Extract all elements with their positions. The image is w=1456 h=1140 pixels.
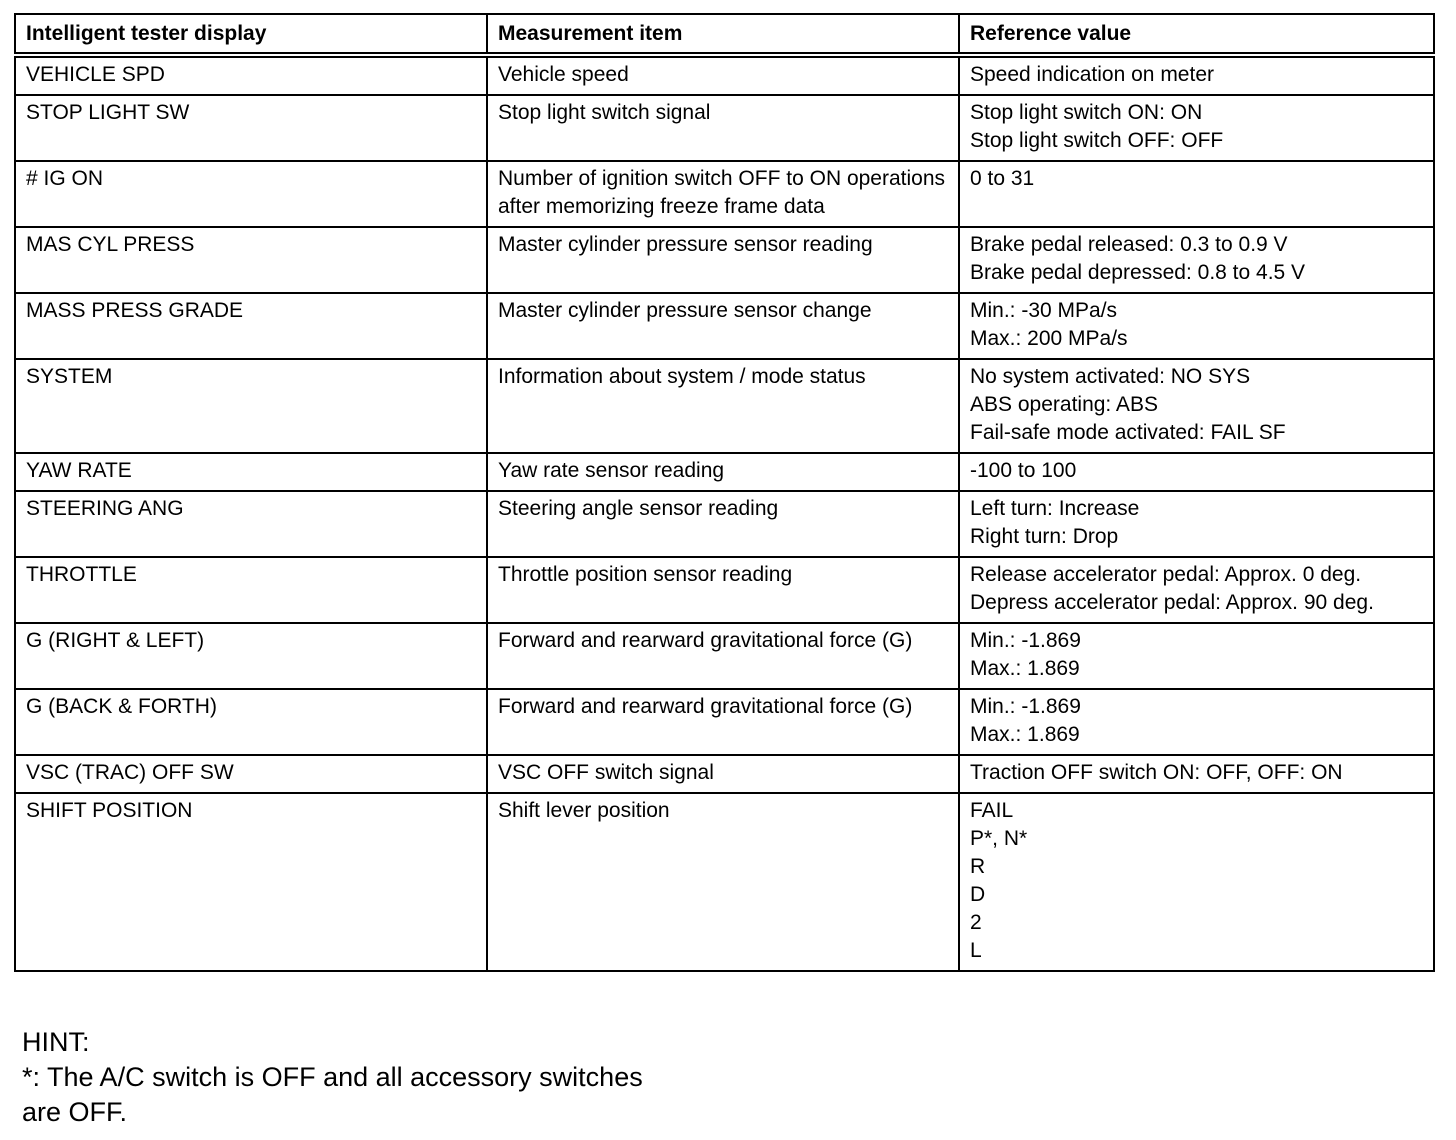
hint-note [22,1025,722,1130]
reference-line: Min.: -1.869 [970,695,1081,718]
reference-line: Max.: 200 MPa/s [970,327,1128,350]
cell-measurement-item: Forward and rearward gravitational force (G) [487,689,959,755]
reference-line: Depress accelerator pedal: Approx. 90 deg. [970,591,1374,614]
reference-line: Stop light switch OFF: OFF [970,129,1224,152]
cell-measurement-item: Yaw rate sensor reading [487,453,959,491]
hint-title: HINT: [22,1027,90,1057]
cell-reference-value [959,95,1434,161]
table-row [15,359,1434,453]
reference-line: Stop light switch ON: ON [970,101,1203,124]
reference-line: Fail-safe mode activated: FAIL SF [970,421,1286,444]
header-measurement-item: Measurement item [487,14,959,55]
table-row [15,755,1434,793]
cell-measurement-item: Stop light switch signal [487,95,959,161]
cell-tester-display: # IG ON [15,161,487,227]
table-row [15,557,1434,623]
cell-measurement-item: Shift lever position [487,793,959,971]
cell-reference-value [959,293,1434,359]
header-reference-value: Reference value [959,14,1434,55]
reference-line: D [970,883,986,906]
reference-line: Release accelerator pedal: Approx. 0 deg. [970,563,1362,586]
reference-line: P*, N* [970,827,1028,850]
reference-line: 0 to 31 [970,167,1035,190]
cell-measurement-item: Forward and rearward gravitational force (G) [487,623,959,689]
cell-tester-display: STOP LIGHT SW [15,95,487,161]
cell-reference-value [959,557,1434,623]
table-row [15,161,1434,227]
table-row [15,689,1434,755]
cell-reference-value [959,491,1434,557]
data-list-table-container [14,13,1433,972]
hint-line: *: The A/C switch is OFF and all accessory switches [22,1062,643,1092]
reference-line: Brake pedal released: 0.3 to 0.9 V [970,233,1288,256]
reference-line: -100 to 100 [970,459,1077,482]
table-header [15,14,1434,55]
cell-reference-value [959,623,1434,689]
reference-line: ABS operating: ABS [970,393,1158,416]
cell-tester-display: YAW RATE [15,453,487,491]
data-list-table [14,13,1435,972]
reference-line: Min.: -30 MPa/s [970,299,1118,322]
cell-tester-display: THROTTLE [15,557,487,623]
cell-reference-value [959,359,1434,453]
table-row [15,453,1434,491]
cell-measurement-item: Vehicle speed [487,55,959,95]
cell-measurement-item: Throttle position sensor reading [487,557,959,623]
cell-reference-value [959,227,1434,293]
table-row [15,793,1434,971]
cell-reference-value [959,161,1434,227]
header-row [15,14,1434,55]
table-row [15,95,1434,161]
cell-tester-display: STEERING ANG [15,491,487,557]
reference-line: Min.: -1.869 [970,629,1081,652]
reference-line: FAIL [970,799,1014,822]
reference-line: Max.: 1.869 [970,723,1080,746]
reference-line: Traction OFF switch ON: OFF, OFF: ON [970,761,1343,784]
hint-line: are OFF. [22,1097,128,1127]
cell-tester-display: VEHICLE SPD [15,55,487,95]
cell-measurement-item: Information about system / mode status [487,359,959,453]
cell-tester-display: VSC (TRAC) OFF SW [15,755,487,793]
reference-line: L [970,939,982,962]
cell-tester-display: MASS PRESS GRADE [15,293,487,359]
cell-reference-value [959,755,1434,793]
reference-line: Brake pedal depressed: 0.8 to 4.5 V [970,261,1306,284]
header-tester-display: Intelligent tester display [15,14,487,55]
cell-reference-value [959,55,1434,95]
cell-tester-display: MAS CYL PRESS [15,227,487,293]
cell-measurement-item: Master cylinder pressure sensor change [487,293,959,359]
cell-tester-display: SHIFT POSITION [15,793,487,971]
reference-line: Right turn: Drop [970,525,1119,548]
cell-measurement-item: Number of ignition switch OFF to ON operations after memorizing freeze frame data [487,161,959,227]
cell-reference-value [959,453,1434,491]
cell-measurement-item: VSC OFF switch signal [487,755,959,793]
table-row [15,623,1434,689]
table-row [15,293,1434,359]
reference-line: Max.: 1.869 [970,657,1080,680]
table-body [15,55,1434,971]
table-row [15,227,1434,293]
table-row [15,55,1434,95]
cell-tester-display: G (RIGHT & LEFT) [15,623,487,689]
reference-line: 2 [970,911,982,934]
reference-line: No system activated: NO SYS [970,365,1251,388]
cell-tester-display: G (BACK & FORTH) [15,689,487,755]
cell-measurement-item: Steering angle sensor reading [487,491,959,557]
cell-measurement-item: Master cylinder pressure sensor reading [487,227,959,293]
table-row [15,491,1434,557]
reference-line: R [970,855,986,878]
cell-reference-value [959,793,1434,971]
reference-line: Speed indication on meter [970,63,1214,86]
cell-tester-display: SYSTEM [15,359,487,453]
reference-line: Left turn: Increase [970,497,1140,520]
cell-reference-value [959,689,1434,755]
